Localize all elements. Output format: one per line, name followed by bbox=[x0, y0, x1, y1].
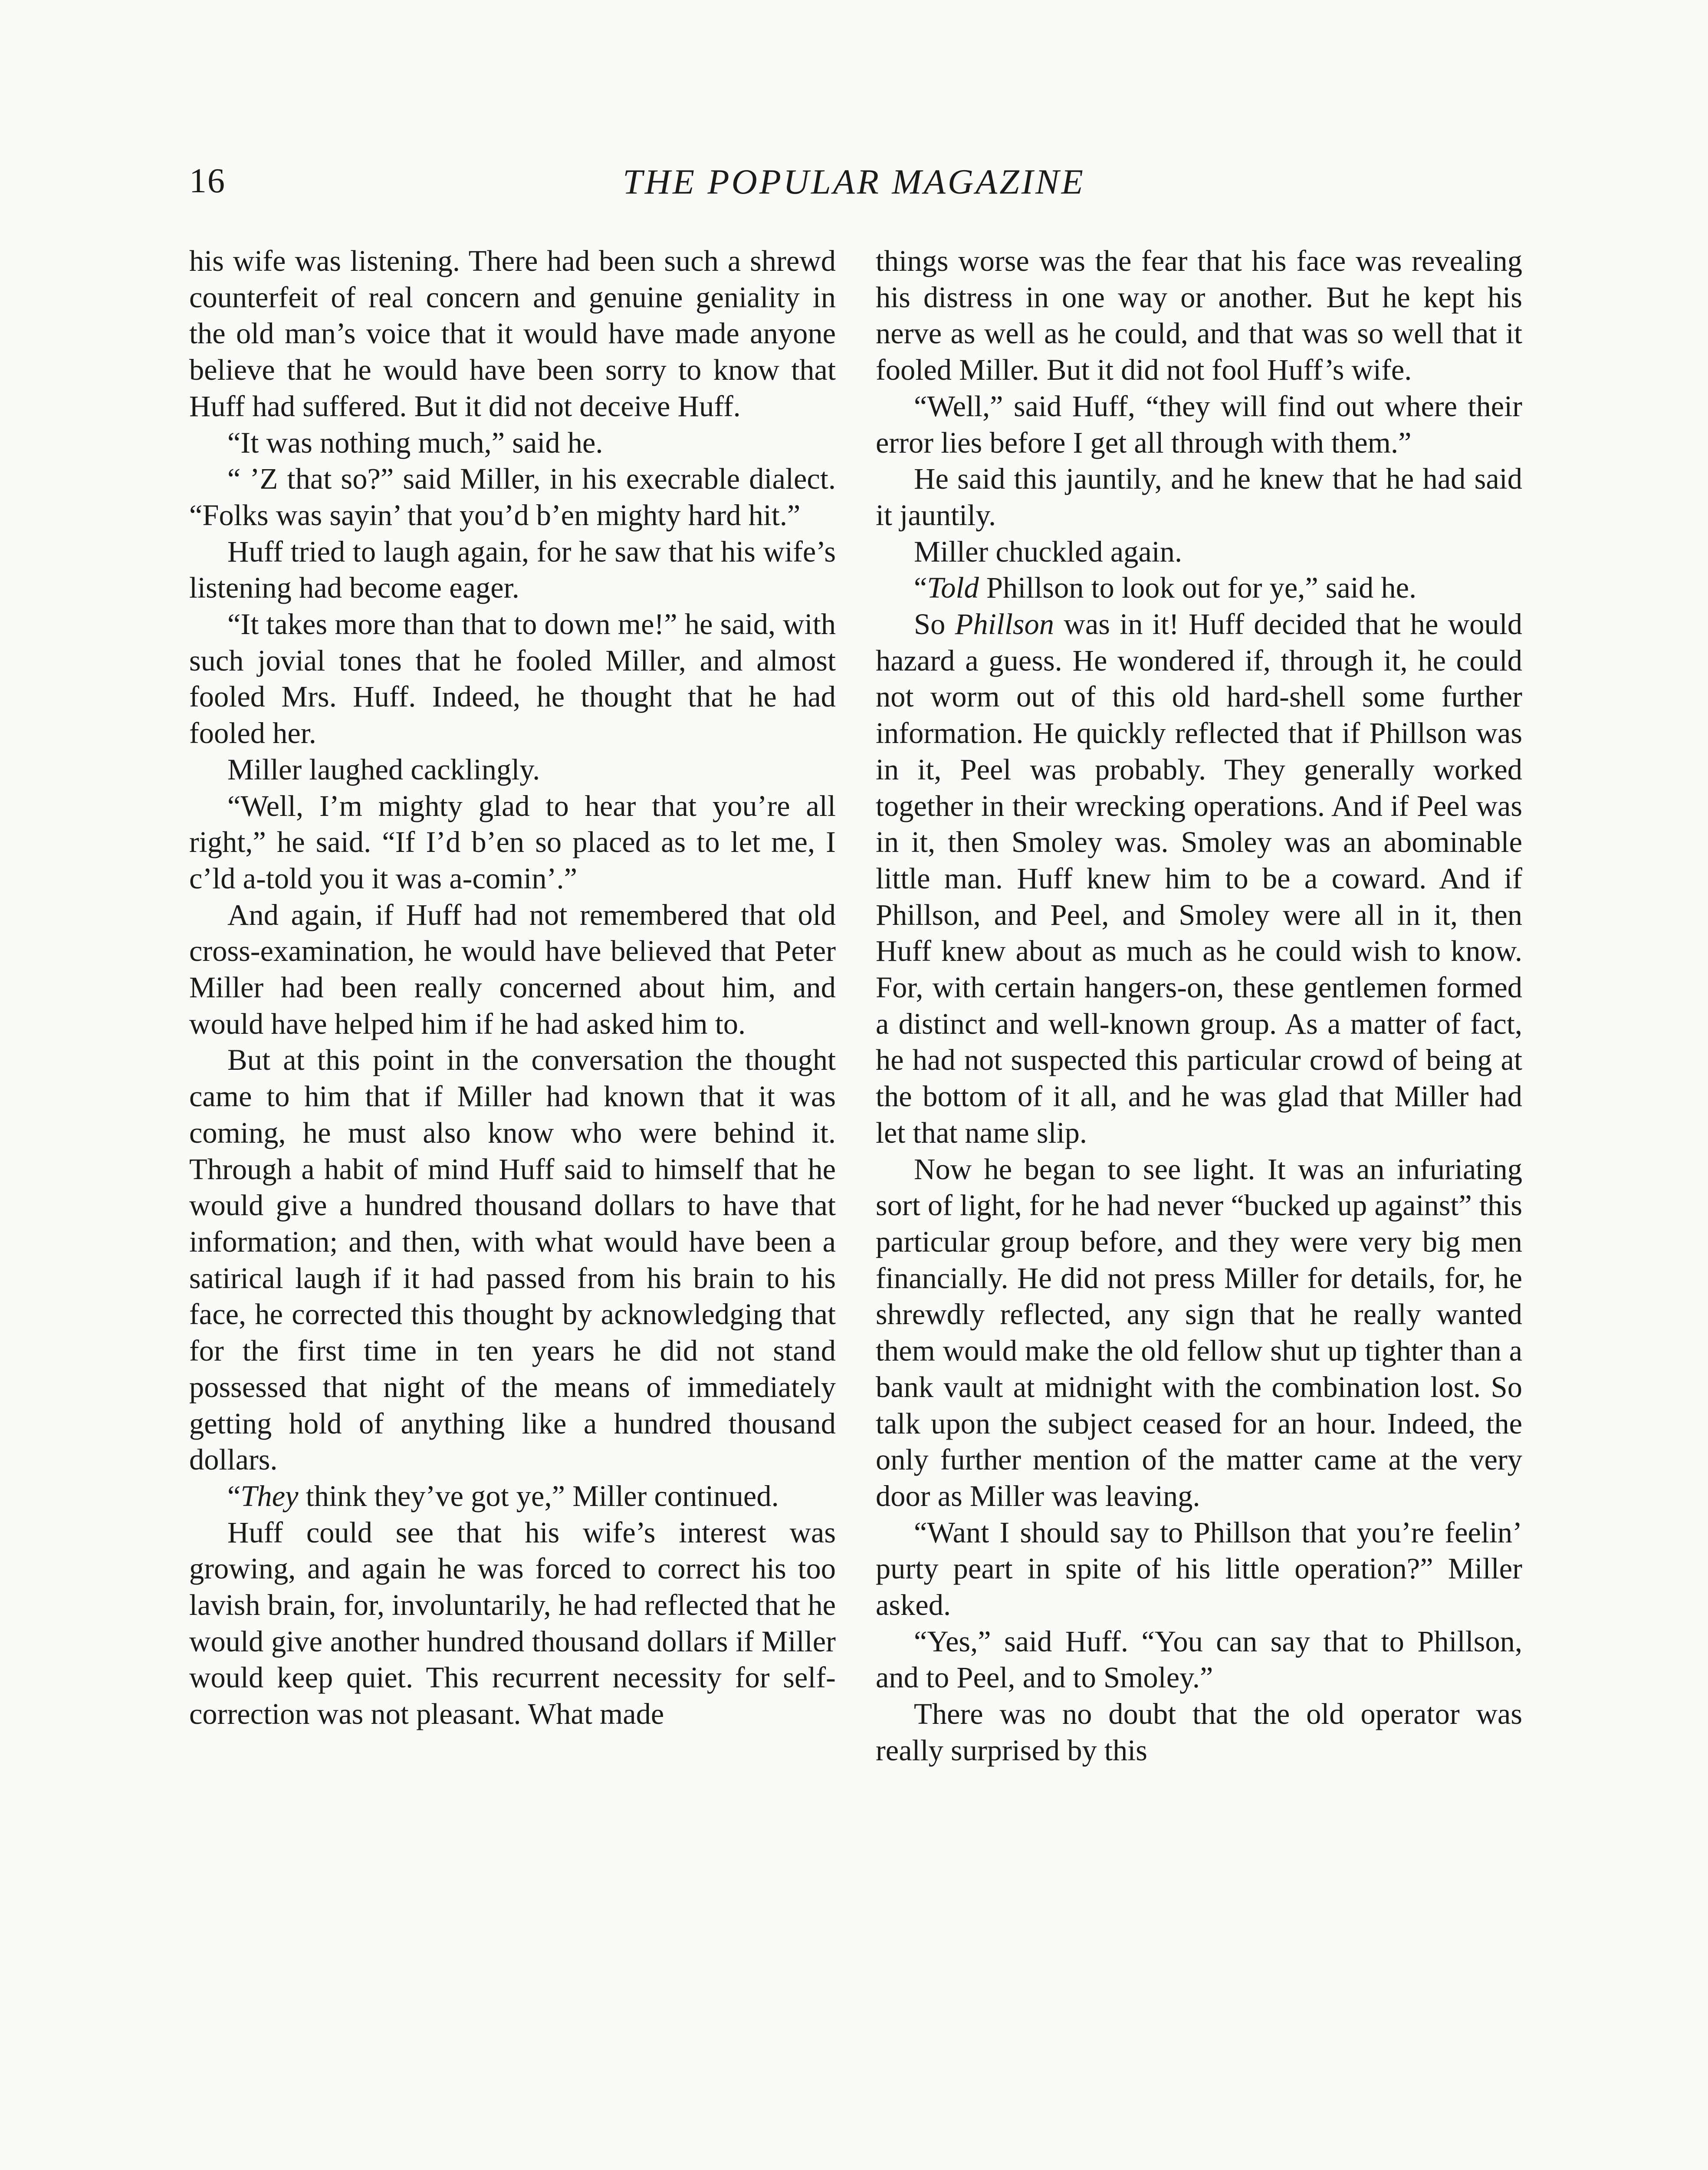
paragraph bbox=[876, 606, 1522, 1151]
paragraph-text: Phillson to look out for ye,” said he. bbox=[979, 571, 1417, 605]
paragraph: Huff could see that his wife’s interest was growing, and again he was forced to correct his too lavish brain, for, involuntarily, he had reflected that he would give another hundred thousand dollars if Miller would keep quiet. This recurrent necessity for self-correction was not pleasant. What made bbox=[189, 1516, 836, 1731]
paragraph-text: think they’ve got ye,” Miller continued. bbox=[298, 1479, 779, 1512]
paragraph: things worse was the fear that his face was revealing his distress in one way or another. But he kept his nerve as well as he could, and that was so well that it fooled Miller. But it did not fool Huff’s wife. bbox=[876, 244, 1522, 387]
italic-word: Phillson bbox=[955, 608, 1054, 641]
paragraph: “It takes more than that to down me!” he said, with such jovial tones that he fooled Miller, and almost fooled Mrs. Huff. Indeed, he thought that he had fooled her. bbox=[189, 608, 836, 750]
paragraph: But at this point in the conversation the thought came to him that if Miller had known that it was coming, he must also know who were behind it. Through a habit of mind Huff said to himself that he would give a hundred thousand dollars to have that information; and then, with what would have been a satirical laugh if it had passed from his brain to his face, he corrected this thought by acknowledging that for the first time in ten years he did not stand possessed that night of the means of immediately getting hold of anything like a hundred thousand dollars. bbox=[189, 1043, 836, 1476]
paragraph: “ ’Z that so?” said Miller, in his execrable dialect. “Folks was sayin’ that you’d b’en mighty hard hit.” bbox=[189, 462, 836, 532]
paragraph-text: So bbox=[914, 608, 955, 641]
paragraph: Miller laughed cacklingly. bbox=[227, 753, 540, 786]
paragraph: his wife was listening. There had been such a shrewd counterfeit of real concern and genuine geniality in the old man’s voice that it would have made anyone believe that he would have been sorry to know that Huff had suffered. But it did not deceive Huff. bbox=[189, 244, 836, 423]
paragraph: “Want I should say to Phillson that you’re feelin’ purty peart in spite of his little operation?” Miller asked. bbox=[876, 1516, 1522, 1622]
paragraph-text: was in it! Huff decided that he would hazard a guess. He wondered if, through it, he could not worm out of this old hard-shell some further information. He quickly reflected that if Phillson was in it, Peel was probably. They generally worked together in their wrecking operations. And if Peel was in it, then Smoley was. Smoley was an abominable little man. Huff knew him to be a coward. And if Phillson, and Peel, and Smoley were all in it, then Huff knew about as much as he could wish to know. For, with certain hangers-on, these gentlemen formed a distinct and well-known group. As a matter of fact, he had not suspected this particular crowd of being at the bottom of it all, and he was glad that Miller had let that name slip. bbox=[876, 608, 1522, 1149]
paragraph: Miller chuckled again. bbox=[914, 535, 1182, 568]
paragraph bbox=[876, 570, 1522, 606]
paragraph: “Well,” said Huff, “they will find out where their error lies before I get all through with them.” bbox=[876, 389, 1522, 459]
paragraph: “Well, I’m mighty glad to hear that you’re all right,” he said. “If I’d b’en so placed as to let me, I c’ld a-told you it was a-comin’.” bbox=[189, 789, 836, 895]
running-title: THE POPULAR MAGAZINE bbox=[623, 162, 1085, 201]
paragraph: And again, if Huff had not remembered that old cross-examination, he would have believed that Peter Miller had been really concerned about him, and would have helped him if he had asked him to. bbox=[189, 898, 836, 1040]
paragraph bbox=[189, 1478, 836, 1515]
italic-word: They bbox=[240, 1479, 299, 1512]
left-column bbox=[189, 243, 836, 1733]
paragraph: Huff tried to laugh again, for he saw that his wife’s listening had become eager. bbox=[189, 535, 836, 605]
italic-word: Told bbox=[927, 571, 979, 605]
paragraph: He said this jauntily, and he knew that he had said it jauntily. bbox=[876, 462, 1522, 532]
page-number: 16 bbox=[189, 162, 226, 200]
paragraph: “It was nothing much,” said he. bbox=[227, 426, 603, 459]
right-column bbox=[876, 243, 1522, 1769]
paragraph: Now he began to see light. It was an infuriating sort of light, for he had never “bucked up against” this particular group before, and they were very big men financially. He did not press Miller for details, for, he shrewdly reflected, any sign that he really wanted them would make the old fellow shut up tighter than a bank vault at midnight with the combination lost. So talk upon the subject ceased for an hour. Indeed, the only further mention of the matter came at the very door as Miller was leaving. bbox=[876, 1152, 1522, 1512]
paragraph: “Yes,” said Huff. “You can say that to Phillson, and to Peel, and to Smoley.” bbox=[876, 1624, 1522, 1694]
paragraph: There was no doubt that the old operator was really surprised by this bbox=[876, 1697, 1522, 1767]
quote-open: “ bbox=[227, 1479, 241, 1512]
quote-open: “ bbox=[914, 571, 927, 605]
page-header bbox=[0, 0, 1708, 243]
